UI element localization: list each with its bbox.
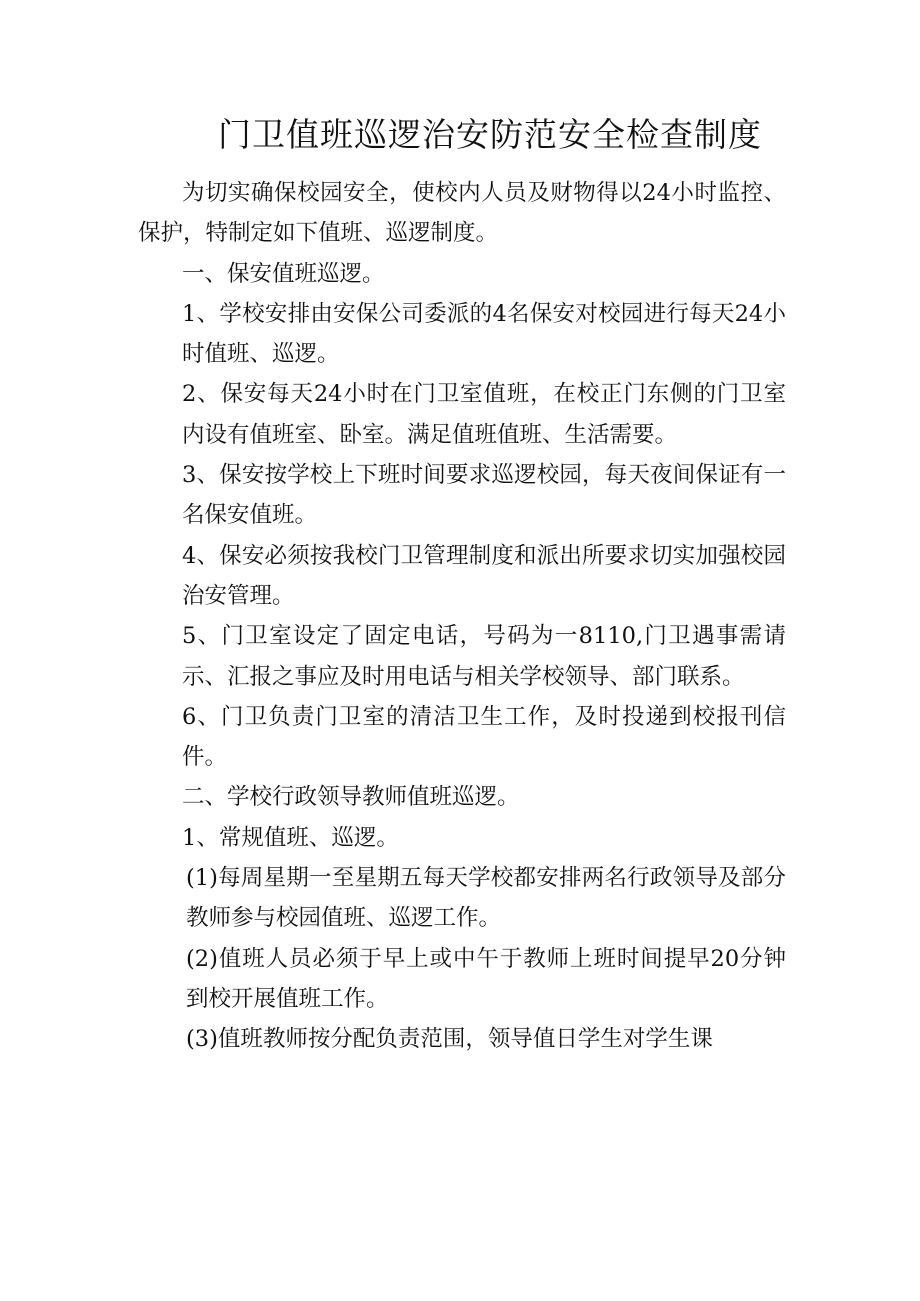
paragraph-subitem: (1)每周星期一至星期五每天学校都安排两名行政领导及部分教师参与校园值班、巡逻工作。 — [186, 865, 786, 932]
document-body — [138, 173, 786, 1060]
paragraph-subitem: (2)值班人员必须于早上或中午于教师上班时间提早20分钟到校开展值班工作。 — [186, 945, 786, 1012]
paragraph-item: 5、门卫室设定了固定电话，号码为一8110,门卫遇事需请示、汇报之事应及时用电话与相关学校领导、部门联系。 — [182, 623, 786, 690]
section-heading-1: 一、保安值班巡逻。 — [182, 260, 385, 287]
intro-paragraph: 为切实确保校园安全，使校内人员及财物得以24小时监控、保护，特制定如下值班、巡逻制度。 — [138, 180, 786, 247]
paragraph-item: 1、学校安排由安保公司委派的4名保安对校园进行每天24小时值班、巡逻。 — [182, 300, 786, 368]
paragraph-item: 1、常规值班、巡逻。 — [182, 824, 399, 851]
paragraph-item: 6、门卫负责门卫室的清洁卫生工作，及时投递到校报刊信件。 — [182, 703, 786, 771]
paragraph-item: 3、保安按学校上下班时间要求巡逻校园，每天夜间保证有一名保安值班。 — [182, 462, 786, 529]
document-title: 门卫值班巡逻治安防范安全检查制度 — [218, 115, 762, 154]
paragraph-item: 2、保安每天24小时在门卫室值班，在校正门东侧的门卫室内设有值班室、卧室。满足值班值班、生活需要。 — [182, 381, 786, 448]
paragraph-item: 4、保安必须按我校门卫管理制度和派出所要求切实加强校园治安管理。 — [182, 542, 786, 609]
section-heading-2: 二、学校行政领导教师值班巡逻。 — [182, 784, 520, 811]
paragraph-subitem: (3)值班教师按分配负责范围，领导值日学生对学生课 — [186, 1026, 713, 1053]
